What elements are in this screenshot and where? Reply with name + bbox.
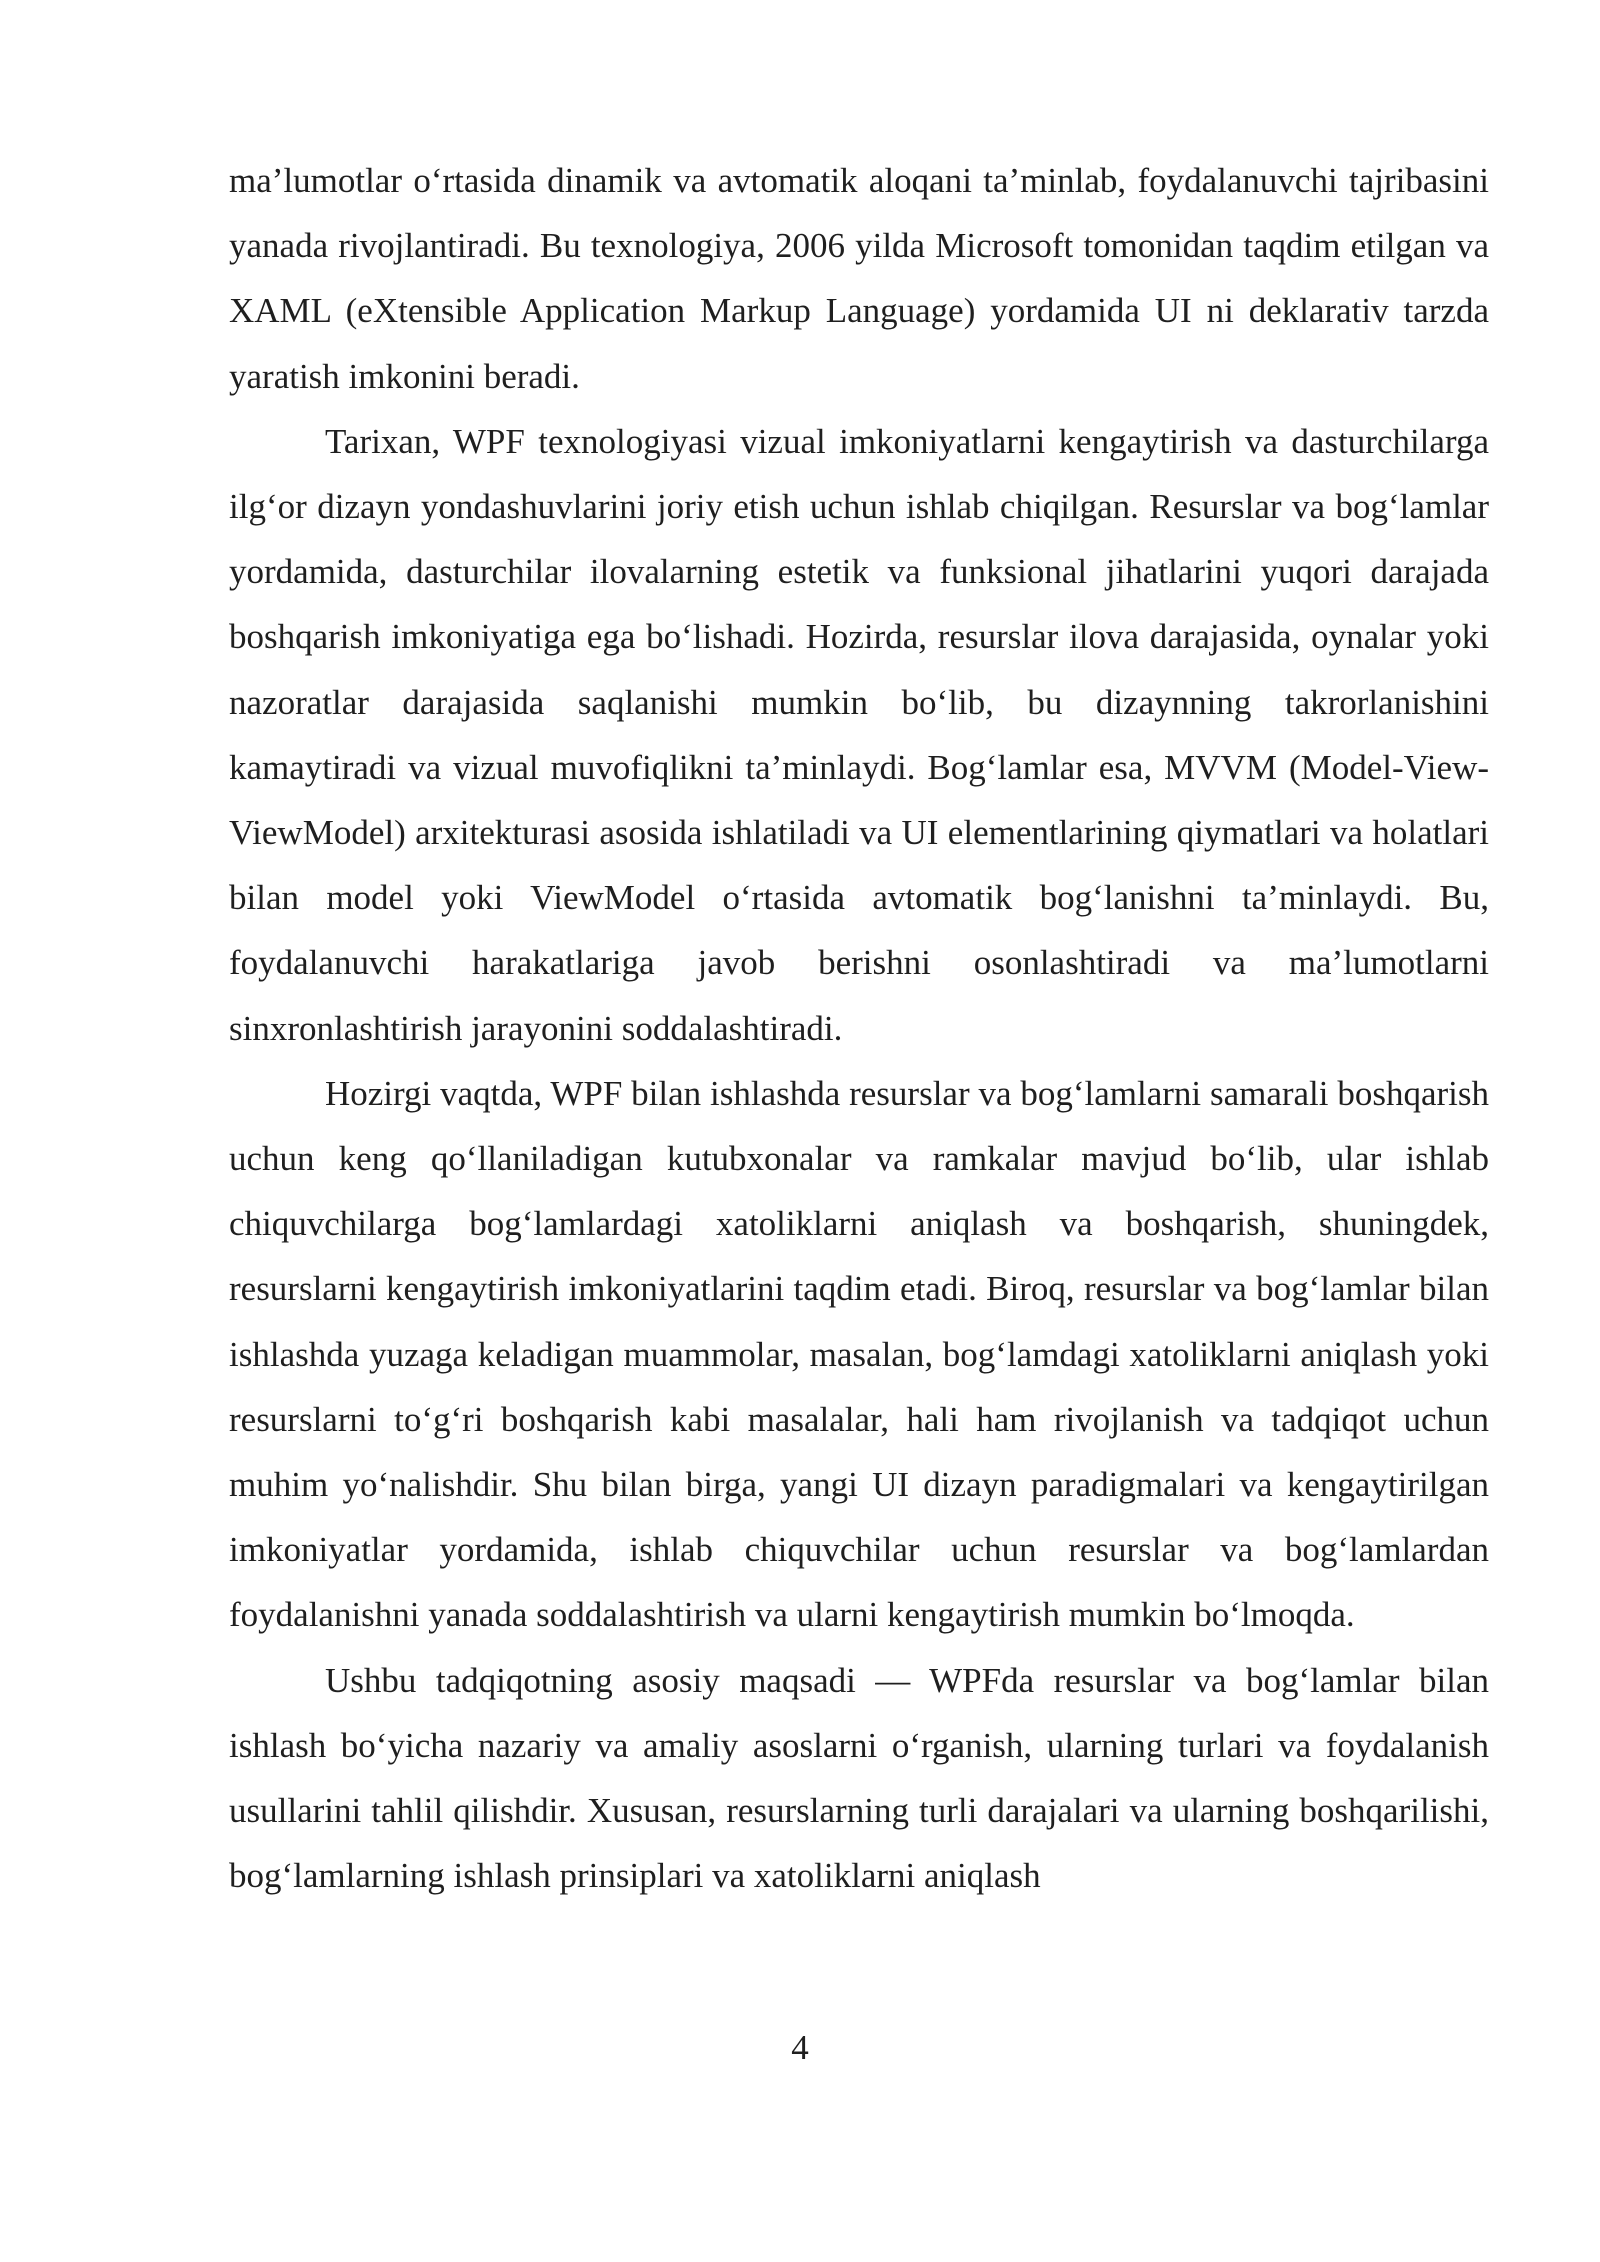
page-number: 4 <box>791 2028 809 2067</box>
paragraph-4: Ushbu tadqiqotning asosiy maqsadi — WPFda resurslar va bog‘lamlar bilan ishlash bo‘yicha nazariy va amaliy asoslarni o‘rganish, ularning turlari va foydalanish usullarini tahlil qilishdir. Xususan, resurslarning turli darajalari va ularning boshqarilishi, bog‘lamlarning ishlash prinsiplari va xatoliklarni aniqlash <box>229 1660 1489 1896</box>
body-text <box>229 148 1489 1908</box>
paragraph-3: Hozirgi vaqtda, WPF bilan ishlashda resurslar va bog‘lamlarni samarali boshqarish uchun keng qo‘llaniladigan kutubxonalar va ramkalar mavjud bo‘lib, ular ishlab chiquvchilarga bog‘lamlardagi xatoliklarni aniqlash va boshqarish, shuningdek, resurslarni kengaytirish imkoniyatlarini taqdim etadi. Biroq, resurslar va bog‘lamlar bilan ishlashda yuzaga keladigan muammolar, masalan, bog‘lamdagi xatoliklarni aniqlash yoki resurslarni to‘g‘ri boshqarish kabi masalalar, hali ham rivojlanish va tadqiqot uchun muhim yo‘nalishdir. Shu bilan birga, yangi UI dizayn paradigmalari va kengaytirilgan imkoniyatlar yordamida, ishlab chiquvchilar uchun resurslar va bog‘lamlardan foydalanishni yanada soddalashtirish va ularni kengaytirish mumkin bo‘lmoqda. <box>229 1073 1489 1635</box>
paragraph-2: Tarixan, WPF texnologiyasi vizual imkoniyatlarni kengaytirish va dasturchilarga ilg‘or dizayn yondashuvlarini joriy etish uchun ishlab chiqilgan. Resurslar va bog‘lamlar yordamida, dasturchilar ilovalarning estetik va funksional jihatlarini yuqori darajada boshqarish imkoniyatiga ega bo‘lishadi. Hozirda, resurslar ilova darajasida, oynalar yoki nazoratlar darajasida saqlanishi mumkin bo‘lib, bu dizaynning takrorlanishini kamaytiradi va vizual muvofiqlikni ta’minlaydi. Bog‘lamlar esa, MVVM (Model-View-ViewModel) arxitekturasi asosida ishlatiladi va UI elementlarining qiymatlari va holatlari bilan model yoki ViewModel o‘rtasida avtomatik bog‘lanishni ta’minlaydi. Bu, foydalanuvchi harakatlariga javob berishni osonlashtiradi va ma’lumotlarni sinxronlashtirish jarayonini soddalashtiradi. <box>229 421 1489 1048</box>
paragraph-1: ma’lumotlar o‘rtasida dinamik va avtomatik aloqani ta’minlab, foydalanuvchi tajribasini yanada rivojlantiradi. Bu texnologiya, 2006 yilda Microsoft tomonidan taqdim etilgan va XAML (eXtensible Application Markup Language) yordamida UI ni deklarativ tarzda yaratish imkonini beradi. <box>229 161 1489 396</box>
